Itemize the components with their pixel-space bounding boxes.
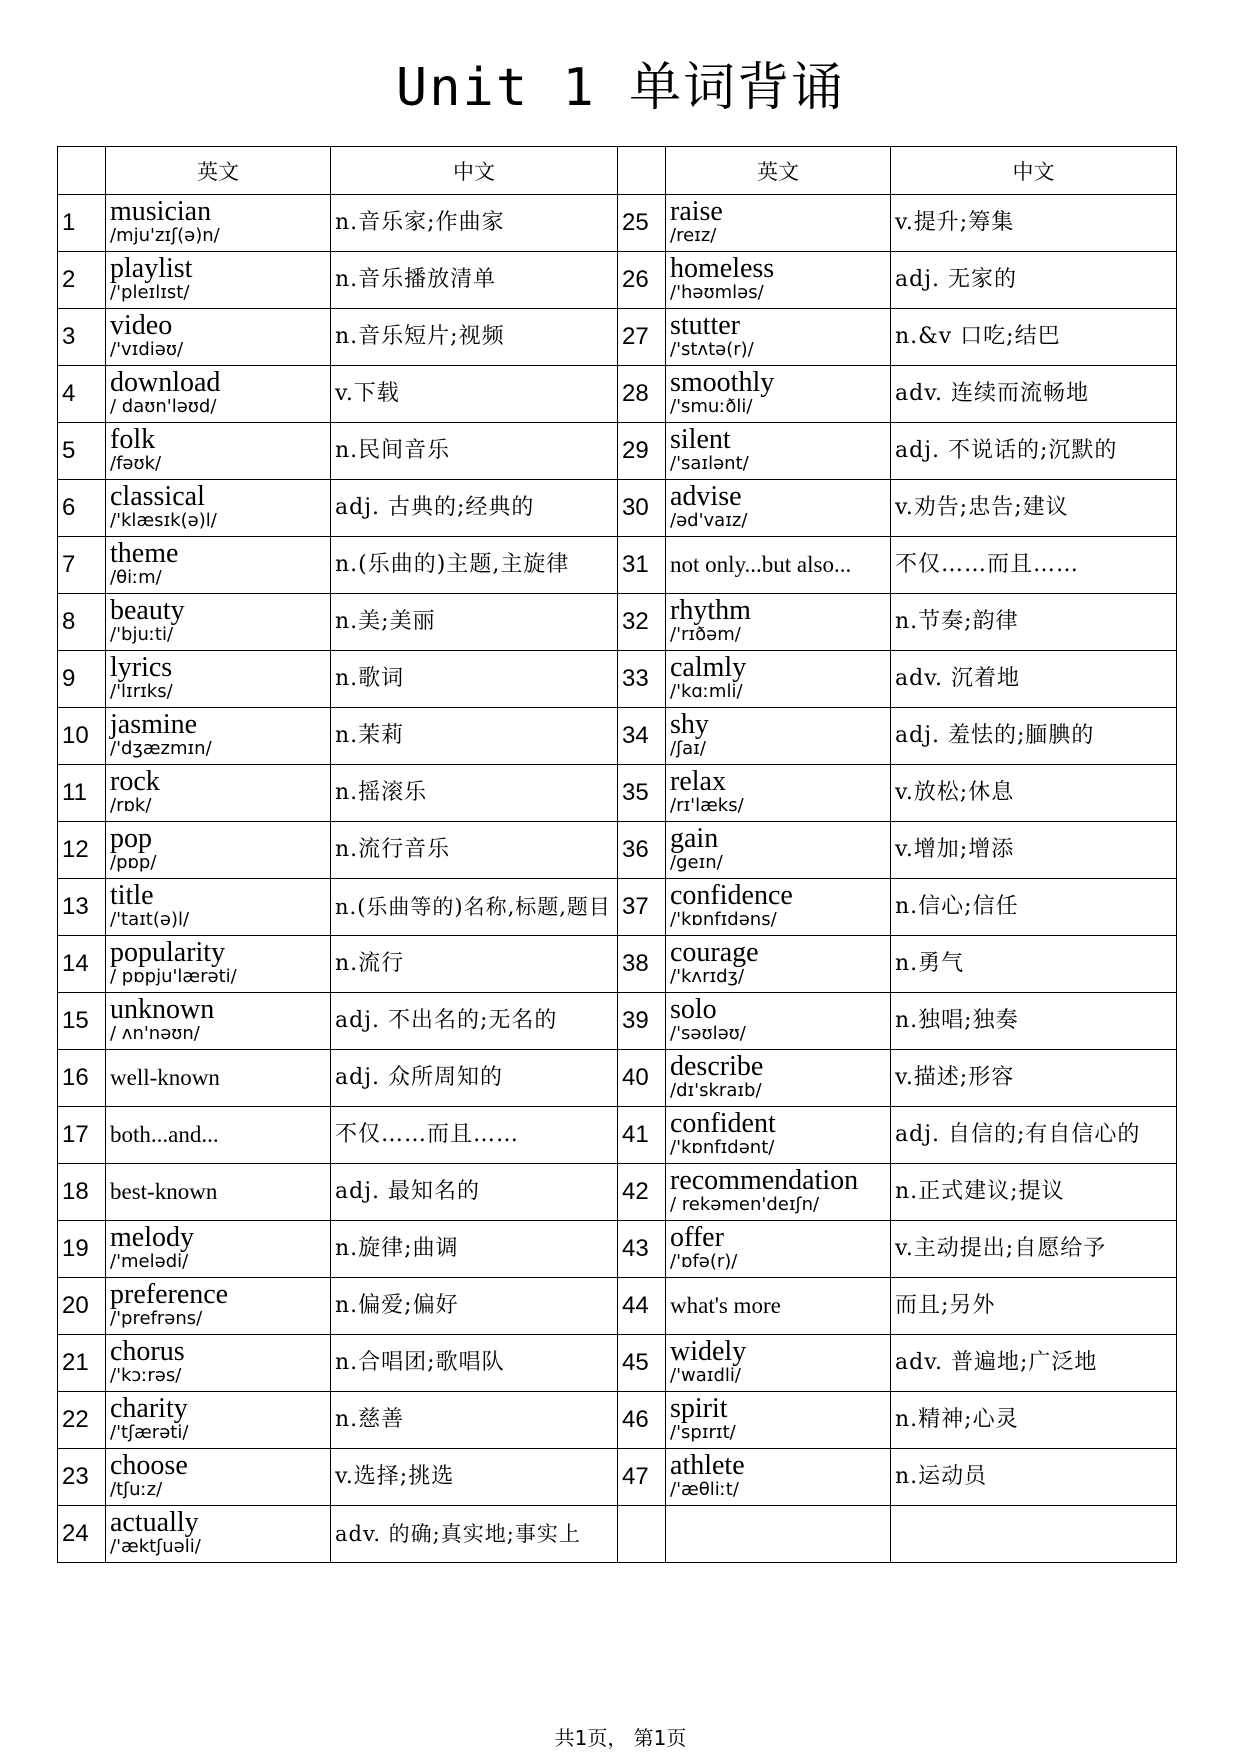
entry-chinese: n.独唱;独奏 (891, 993, 1177, 1050)
entry-number: 9 (58, 651, 106, 708)
entry-word: lyrics (110, 652, 173, 683)
table-row (58, 594, 1177, 651)
table-row (58, 765, 1177, 822)
entry-word: gain (670, 823, 719, 854)
page-title: Unit 1 单词背诵 (395, 58, 846, 118)
table-row (58, 423, 1177, 480)
entry-phonetic: /ʃaɪ/ (670, 738, 706, 759)
entry-word: rock (110, 766, 160, 797)
entry-english (666, 1050, 891, 1107)
entry-english (666, 708, 891, 765)
entry-word: confident (670, 1108, 776, 1139)
entry-number: 5 (58, 423, 106, 480)
entry-english (666, 252, 891, 309)
entry-english (666, 1278, 891, 1335)
header-english-right: 英文 (666, 147, 891, 195)
entry-english (106, 1278, 331, 1335)
header-chinese-right: 中文 (891, 147, 1177, 195)
entry-chinese: n.音乐家;作曲家 (331, 195, 618, 252)
entry-number: 46 (618, 1392, 666, 1449)
entry-word: folk (110, 424, 156, 455)
header-num-left (58, 147, 106, 195)
entry-word: solo (670, 994, 717, 1025)
entry-phonetic: /geɪn/ (670, 852, 723, 873)
entry-english (666, 993, 891, 1050)
entry-chinese: n.合唱团;歌唱队 (331, 1335, 618, 1392)
entry-english (106, 765, 331, 822)
entry-english (666, 423, 891, 480)
entry-number: 21 (58, 1335, 106, 1392)
entry-number: 44 (618, 1278, 666, 1335)
entry-chinese: adj. 自信的;有自信心的 (891, 1107, 1177, 1164)
entry-number: 25 (618, 195, 666, 252)
entry-number: 1 (58, 195, 106, 252)
entry-word: theme (110, 538, 179, 569)
entry-number: 8 (58, 594, 106, 651)
entry-number: 7 (58, 537, 106, 594)
entry-number: 32 (618, 594, 666, 651)
entry-english (106, 1164, 331, 1221)
table-row (58, 195, 1177, 252)
entry-phonetic: /'tʃærəti/ (110, 1422, 189, 1443)
entry-number: 20 (58, 1278, 106, 1335)
entry-phonetic: /rɒk/ (110, 795, 152, 816)
entry-english (106, 537, 331, 594)
entry-number: 23 (58, 1449, 106, 1506)
entry-word: beauty (110, 595, 185, 626)
entry-english (106, 879, 331, 936)
entry-phonetic: /'stʌtə(r)/ (670, 339, 754, 360)
entry-number: 37 (618, 879, 666, 936)
table-header-row (58, 147, 1177, 195)
entry-word: what's more (670, 1293, 781, 1318)
entry-chinese: v.提升;筹集 (891, 195, 1177, 252)
entry-number: 30 (618, 480, 666, 537)
entry-number: 42 (618, 1164, 666, 1221)
table-row (58, 822, 1177, 879)
entry-word: playlist (110, 253, 193, 284)
entry-english (106, 309, 331, 366)
header-num-right (618, 147, 666, 195)
entry-chinese: n.(乐曲等的)名称,标题,题目 (331, 879, 618, 936)
entry-word: melody (110, 1222, 194, 1253)
entry-number (618, 1506, 666, 1563)
entry-word: popularity (110, 937, 226, 968)
entry-chinese: n.音乐播放清单 (331, 252, 618, 309)
entry-word: video (110, 310, 173, 341)
entry-number: 4 (58, 366, 106, 423)
entry-phonetic: / daʊn'ləʊd/ (110, 396, 217, 417)
entry-phonetic: /'kɔːrəs/ (110, 1365, 182, 1386)
entry-word: charity (110, 1393, 188, 1424)
entry-word: musician (110, 196, 212, 227)
entry-phonetic: /'waɪdli/ (670, 1365, 741, 1386)
entry-phonetic: /'æθliːt/ (670, 1479, 739, 1500)
entry-phonetic: /rɪ'læks/ (670, 795, 744, 816)
table-row (58, 993, 1177, 1050)
entry-number: 40 (618, 1050, 666, 1107)
entry-chinese: n.流行音乐 (331, 822, 618, 879)
entry-number: 14 (58, 936, 106, 993)
entry-english (106, 423, 331, 480)
table-row (58, 651, 1177, 708)
entry-english (666, 1335, 891, 1392)
header-chinese-left: 中文 (331, 147, 618, 195)
entry-phonetic: / rekəmen'deɪʃn/ (670, 1194, 820, 1215)
entry-english (666, 1221, 891, 1278)
entry-word: actually (110, 1507, 199, 1538)
entry-word: title (110, 880, 154, 911)
entry-number: 27 (618, 309, 666, 366)
table-row (58, 708, 1177, 765)
entry-number: 12 (58, 822, 106, 879)
entry-number: 33 (618, 651, 666, 708)
entry-word: silent (670, 424, 731, 455)
entry-chinese: adv. 的确;真实地;事实上 (331, 1506, 618, 1563)
entry-word: preference (110, 1279, 229, 1310)
entry-number: 36 (618, 822, 666, 879)
table-row (58, 366, 1177, 423)
entry-word: not only...but also... (670, 552, 852, 577)
table-row (58, 936, 1177, 993)
entry-english (106, 252, 331, 309)
entry-number: 3 (58, 309, 106, 366)
entry-phonetic: /tʃuːz/ (110, 1479, 163, 1500)
entry-word: jasmine (110, 709, 198, 740)
entry-number: 10 (58, 708, 106, 765)
entry-chinese: n.旋律;曲调 (331, 1221, 618, 1278)
entry-word: well-known (110, 1065, 220, 1090)
table-row (58, 1107, 1177, 1164)
table-row (58, 252, 1177, 309)
entry-english (666, 309, 891, 366)
entry-chinese: n.&v 口吃;结巴 (891, 309, 1177, 366)
entry-word: confidence (670, 880, 793, 911)
entry-word: advise (670, 481, 742, 512)
entry-chinese: 而且;另外 (891, 1278, 1177, 1335)
entry-chinese: n.音乐短片;视频 (331, 309, 618, 366)
entry-phonetic: /pɒp/ (110, 852, 157, 873)
entry-english (106, 1050, 331, 1107)
entry-word: describe (670, 1051, 764, 1082)
entry-english (106, 195, 331, 252)
table-row (58, 1164, 1177, 1221)
entry-phonetic: /'bjuːti/ (110, 624, 174, 645)
entry-number: 26 (618, 252, 666, 309)
entry-chinese: n.民间音乐 (331, 423, 618, 480)
entry-chinese: adj. 古典的;经典的 (331, 480, 618, 537)
entry-phonetic: /'səʊləʊ/ (670, 1023, 746, 1044)
entry-chinese: v.描述;形容 (891, 1050, 1177, 1107)
vocab-table (57, 146, 1177, 1563)
entry-english (666, 651, 891, 708)
entry-chinese: v.下载 (331, 366, 618, 423)
entry-word: recommendation (670, 1165, 859, 1196)
table-row (58, 309, 1177, 366)
entry-phonetic: /'kɑːmli/ (670, 681, 743, 702)
entry-word: chorus (110, 1336, 185, 1367)
entry-chinese: adj. 最知名的 (331, 1164, 618, 1221)
entry-word: best-known (110, 1179, 218, 1204)
entry-english (106, 993, 331, 1050)
entry-chinese: n.精神;心灵 (891, 1392, 1177, 1449)
entry-number: 38 (618, 936, 666, 993)
entry-number: 43 (618, 1221, 666, 1278)
entry-chinese: n.茉莉 (331, 708, 618, 765)
entry-chinese: adv. 沉着地 (891, 651, 1177, 708)
entry-number: 11 (58, 765, 106, 822)
entry-english (106, 480, 331, 537)
entry-english (666, 822, 891, 879)
entry-number: 19 (58, 1221, 106, 1278)
entry-word: unknown (110, 994, 215, 1025)
entry-number: 24 (58, 1506, 106, 1563)
entry-phonetic: /'melədi/ (110, 1251, 189, 1272)
entry-english (106, 1506, 331, 1563)
entry-phonetic: /reɪz/ (670, 225, 717, 246)
entry-number: 41 (618, 1107, 666, 1164)
entry-chinese: v.劝告;忠告;建议 (891, 480, 1177, 537)
entry-english (106, 1107, 331, 1164)
entry-phonetic: / pɒpju'lærəti/ (110, 966, 237, 987)
entry-phonetic: /'taɪt(ə)l/ (110, 909, 190, 930)
entry-chinese: n.(乐曲的)主题,主旋律 (331, 537, 618, 594)
table-row (58, 1506, 1177, 1563)
entry-chinese: n.正式建议;提议 (891, 1164, 1177, 1221)
entry-chinese: adj. 无家的 (891, 252, 1177, 309)
entry-number: 2 (58, 252, 106, 309)
entry-chinese: n.节奏;韵律 (891, 594, 1177, 651)
entry-phonetic: /'kɒnfɪdənt/ (670, 1137, 775, 1158)
entry-english (106, 1335, 331, 1392)
entry-english (106, 651, 331, 708)
table-row (58, 879, 1177, 936)
entry-number: 15 (58, 993, 106, 1050)
entry-phonetic: /θiːm/ (110, 567, 162, 588)
entry-number: 18 (58, 1164, 106, 1221)
entry-english (666, 195, 891, 252)
entry-english (666, 480, 891, 537)
entry-english (106, 708, 331, 765)
entry-phonetic: /'æktʃuəli/ (110, 1536, 201, 1557)
entry-word: both...and... (110, 1122, 219, 1147)
entry-word: relax (670, 766, 726, 797)
entry-chinese: n.慈善 (331, 1392, 618, 1449)
entry-phonetic: /'vɪdiəʊ/ (110, 339, 184, 360)
entry-phonetic: /dɪ'skraɪb/ (670, 1080, 762, 1101)
entry-chinese: n.运动员 (891, 1449, 1177, 1506)
entry-phonetic: /fəʊk/ (110, 453, 162, 474)
entry-chinese: n.美;美丽 (331, 594, 618, 651)
entry-word: spirit (670, 1393, 728, 1424)
entry-word: widely (670, 1336, 747, 1367)
entry-number: 34 (618, 708, 666, 765)
entry-number: 39 (618, 993, 666, 1050)
entry-chinese: n.摇滚乐 (331, 765, 618, 822)
entry-english (666, 594, 891, 651)
entry-number: 47 (618, 1449, 666, 1506)
entry-english (106, 366, 331, 423)
entry-chinese: v.放松;休息 (891, 765, 1177, 822)
entry-word: smoothly (670, 367, 775, 398)
table-row (58, 1050, 1177, 1107)
entry-english (666, 936, 891, 993)
entry-phonetic: /'kʌrɪdʒ/ (670, 966, 745, 987)
entry-phonetic: /'saɪlənt/ (670, 453, 749, 474)
entry-word: shy (670, 709, 709, 740)
entry-word: stutter (670, 310, 740, 341)
entry-phonetic: /'pleɪlɪst/ (110, 282, 190, 303)
entry-chinese (891, 1506, 1177, 1563)
entry-chinese: adj. 不说话的;沉默的 (891, 423, 1177, 480)
entry-phonetic: /'ɒfə(r)/ (670, 1251, 738, 1272)
entry-chinese: adj. 羞怯的;腼腆的 (891, 708, 1177, 765)
entry-phonetic: /'smuːðli/ (670, 396, 753, 417)
entry-chinese: n.信心;信任 (891, 879, 1177, 936)
table-row (58, 1392, 1177, 1449)
entry-chinese: 不仅……而且…… (891, 537, 1177, 594)
entry-word: download (110, 367, 221, 398)
entry-chinese: adj. 众所周知的 (331, 1050, 618, 1107)
page-footer: 共1页， 第1页 (554, 1726, 687, 1750)
entry-number: 16 (58, 1050, 106, 1107)
table-row (58, 1335, 1177, 1392)
entry-chinese: v.选择;挑选 (331, 1449, 618, 1506)
entry-number: 13 (58, 879, 106, 936)
entry-english (666, 1392, 891, 1449)
entry-english (106, 594, 331, 651)
entry-number: 29 (618, 423, 666, 480)
entry-english (106, 1221, 331, 1278)
entry-english (666, 1107, 891, 1164)
entry-word: choose (110, 1450, 188, 1481)
entry-phonetic: /'dʒæzmɪn/ (110, 738, 212, 759)
entry-chinese: v.主动提出;自愿给予 (891, 1221, 1177, 1278)
entry-number: 6 (58, 480, 106, 537)
entry-phonetic: /əd'vaɪz/ (670, 510, 748, 531)
header-english-left: 英文 (106, 147, 331, 195)
entry-english (106, 936, 331, 993)
entry-english (106, 1392, 331, 1449)
table-row (58, 480, 1177, 537)
entry-word: raise (670, 196, 723, 227)
entry-number: 22 (58, 1392, 106, 1449)
entry-english (666, 1506, 891, 1563)
entry-number: 45 (618, 1335, 666, 1392)
entry-phonetic: /'prefrəns/ (110, 1308, 203, 1329)
entry-chinese: n.流行 (331, 936, 618, 993)
entry-phonetic: /'kɒnfɪdəns/ (670, 909, 777, 930)
entry-english (666, 879, 891, 936)
entry-english (666, 765, 891, 822)
entry-chinese: adv. 连续而流畅地 (891, 366, 1177, 423)
entry-english (106, 822, 331, 879)
entry-word: rhythm (670, 595, 751, 626)
entry-word: offer (670, 1222, 724, 1253)
entry-number: 35 (618, 765, 666, 822)
table-row (58, 1278, 1177, 1335)
entry-chinese: v.增加;增添 (891, 822, 1177, 879)
entry-chinese: n.歌词 (331, 651, 618, 708)
entry-chinese: 不仅……而且…… (331, 1107, 618, 1164)
entry-phonetic: /'rɪðəm/ (670, 624, 741, 645)
entry-chinese: adj. 不出名的;无名的 (331, 993, 618, 1050)
entry-word: calmly (670, 652, 747, 683)
entry-phonetic: /'spɪrɪt/ (670, 1422, 736, 1443)
entry-english (666, 1164, 891, 1221)
entry-phonetic: / ʌn'nəʊn/ (110, 1023, 200, 1044)
entry-number: 17 (58, 1107, 106, 1164)
table-row (58, 537, 1177, 594)
entry-chinese: n.偏爱;偏好 (331, 1278, 618, 1335)
entry-phonetic: /'həʊmləs/ (670, 282, 764, 303)
entry-word: homeless (670, 253, 775, 284)
entry-number: 31 (618, 537, 666, 594)
entry-number: 28 (618, 366, 666, 423)
entry-english (666, 366, 891, 423)
entry-phonetic: /'klæsɪk(ə)l/ (110, 510, 217, 531)
entry-english (666, 537, 891, 594)
entry-chinese: n.勇气 (891, 936, 1177, 993)
entry-english (666, 1449, 891, 1506)
entry-word: courage (670, 937, 759, 968)
entry-chinese: adv. 普遍地;广泛地 (891, 1335, 1177, 1392)
table-row (58, 1221, 1177, 1278)
table-row (58, 1449, 1177, 1506)
entry-word: classical (110, 481, 205, 512)
entry-phonetic: /mju'zɪʃ(ə)n/ (110, 225, 220, 246)
entry-word: pop (110, 823, 152, 854)
entry-english (106, 1449, 331, 1506)
entry-word: athlete (670, 1450, 745, 1481)
entry-phonetic: /'lɪrɪks/ (110, 681, 173, 702)
